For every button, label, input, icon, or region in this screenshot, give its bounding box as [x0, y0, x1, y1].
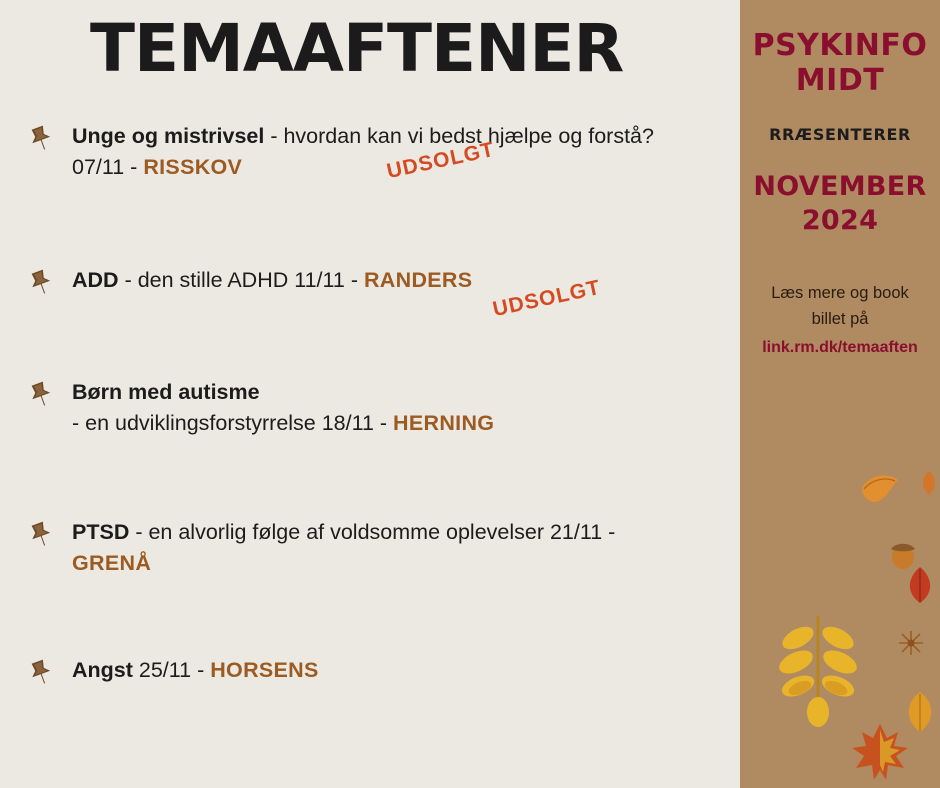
leaf-icon — [902, 565, 938, 610]
event-city: GRENÅ — [72, 551, 152, 576]
status-badge: UDSOLGT — [490, 276, 603, 322]
event-city: HORSENS — [210, 658, 319, 683]
event-title: ADD — [72, 268, 119, 293]
event-description: - en alvorlig følge af voldsomme oplevelser 21/11 - — [129, 520, 616, 545]
list-item[interactable] — [0, 377, 740, 465]
event-city: RANDERS — [363, 268, 473, 293]
year-label: 2024 — [801, 204, 879, 236]
list-item[interactable] — [0, 265, 740, 321]
presents-label: RRÆSENTERER — [769, 124, 911, 144]
booking-line-2: billet på — [811, 309, 869, 328]
event-text — [72, 265, 712, 296]
month-year — [750, 170, 930, 238]
leaf-icon — [900, 690, 940, 739]
acorn-icon — [888, 538, 918, 575]
sidebar — [740, 0, 940, 788]
page-title: TEMAAFTENER — [90, 10, 624, 87]
event-text — [72, 655, 712, 686]
month-label: NOVEMBER — [753, 170, 927, 202]
event-text — [72, 517, 712, 579]
event-title: Børn med autisme — [72, 380, 260, 405]
status-badge: UDSOLGT — [384, 138, 497, 184]
event-city: HERNING — [393, 411, 495, 436]
list-item[interactable] — [0, 655, 740, 695]
pushpin-icon — [26, 123, 56, 153]
brand-line-1: PSYKINFO — [752, 28, 928, 63]
leaf-icon — [770, 610, 866, 735]
event-description: - den stille ADHD 11/11 - — [118, 268, 364, 293]
event-title: Angst — [72, 658, 133, 683]
brand-name — [750, 28, 930, 99]
event-text — [72, 377, 712, 439]
spiky-seed-icon — [898, 630, 924, 661]
booking-line-1: Læs mere og book — [771, 284, 909, 303]
event-list — [0, 83, 740, 695]
booking-info — [750, 281, 930, 361]
brand-line-2: MIDT — [795, 63, 885, 99]
pushpin-icon — [26, 519, 56, 549]
pushpin-icon — [26, 379, 56, 409]
leaf-icon — [858, 470, 902, 511]
event-title: Unge og mistrivsel — [72, 124, 265, 149]
list-item[interactable] — [0, 121, 740, 209]
maple-leaf-icon — [848, 720, 912, 788]
booking-link[interactable]: link.rm.dk/temaaften — [762, 339, 918, 357]
event-description: - hvordan kan vi bedst hjælpe og forstå? 07/11 - — [72, 124, 654, 180]
event-description: - en udviklingsforstyrrelse 18/11 - — [72, 411, 394, 436]
leaf-icon — [918, 470, 940, 501]
pushpin-icon — [26, 267, 56, 297]
event-city: RISSKOV — [143, 155, 243, 180]
list-item[interactable] — [0, 517, 740, 605]
pushpin-icon — [26, 657, 56, 687]
event-title: PTSD — [72, 520, 130, 545]
event-description: 25/11 - — [132, 658, 211, 683]
